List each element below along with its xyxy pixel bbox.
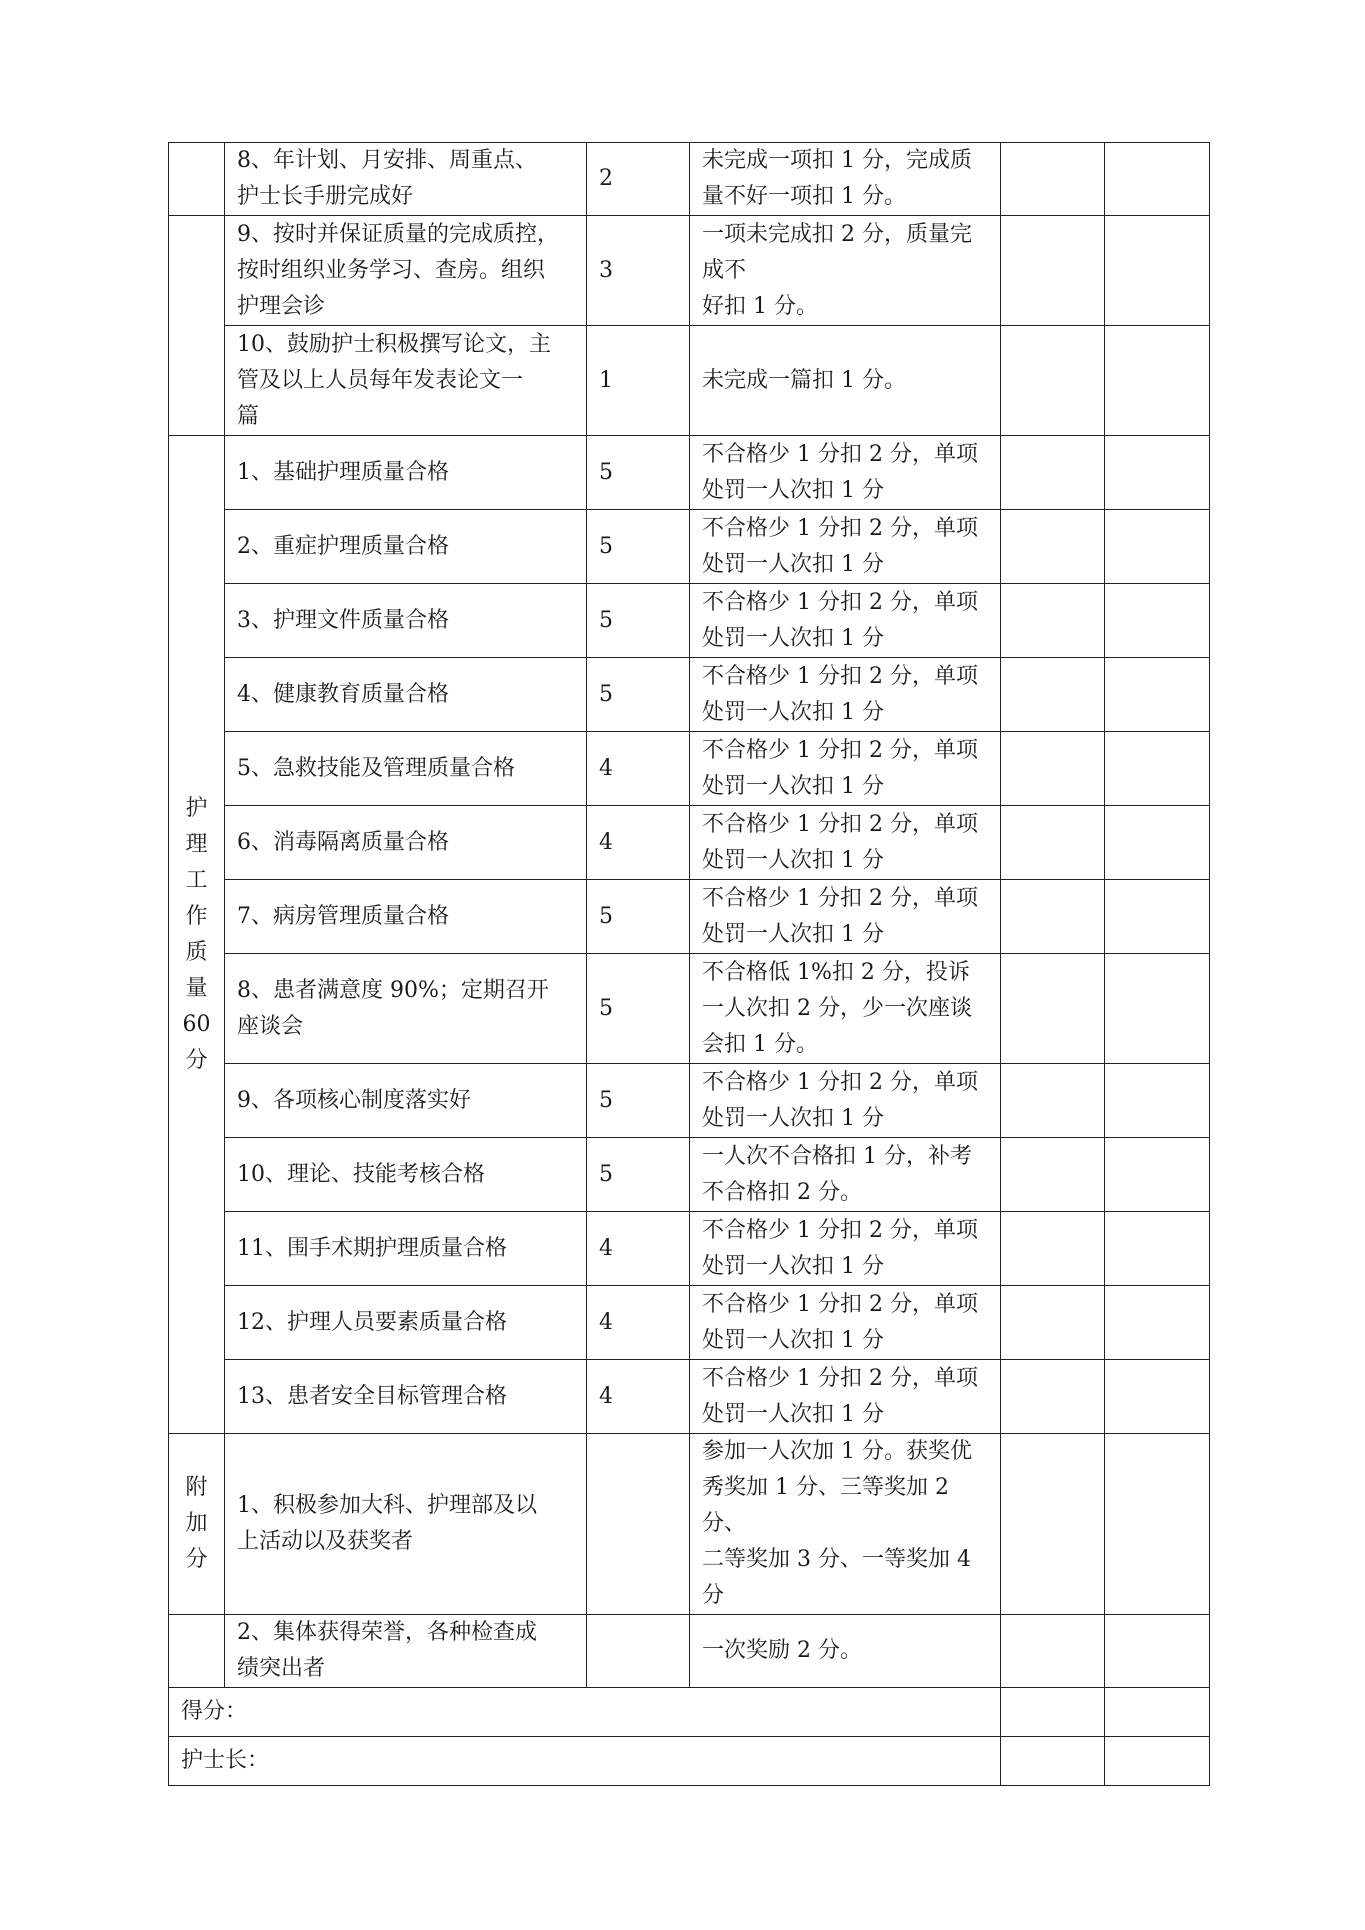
item-cell: 4、健康教育质量合格 xyxy=(225,658,587,732)
table-row xyxy=(169,1360,1210,1434)
rule-cell: 未完成一篇扣 1 分。 xyxy=(690,326,1001,436)
table-row xyxy=(169,1737,1210,1786)
rule-cell: 不合格少 1 分扣 2 分，单项 处罚一人次扣 1 分 xyxy=(690,436,1001,510)
category-bonus xyxy=(169,1434,225,1615)
assessment-table xyxy=(168,142,1210,1786)
rule-cell: 不合格少 1 分扣 2 分，单项 处罚一人次扣 1 分 xyxy=(690,510,1001,584)
item-cell: 1、积极参加大科、护理部及以 上活动以及获奖者 xyxy=(225,1434,587,1615)
score-cell: 1 xyxy=(587,326,690,436)
self-score-cell xyxy=(1001,658,1105,732)
self-score-cell xyxy=(1001,1360,1105,1434)
check-score-cell xyxy=(1105,806,1210,880)
check-score-cell xyxy=(1105,1434,1210,1615)
check-score-cell xyxy=(1105,954,1210,1064)
rule-cell: 不合格少 1 分扣 2 分，单项 处罚一人次扣 1 分 xyxy=(690,1064,1001,1138)
score-cell: 5 xyxy=(587,436,690,510)
category-char: 分 xyxy=(185,1547,208,1572)
rule-cell: 一人次不合格扣 1 分，补考 不合格扣 2 分。 xyxy=(690,1138,1001,1212)
rule-cell: 不合格少 1 分扣 2 分，单项 处罚一人次扣 1 分 xyxy=(690,1212,1001,1286)
table-row xyxy=(169,216,1210,326)
score-cell: 4 xyxy=(587,1212,690,1286)
category-char: 护 xyxy=(185,795,208,821)
rule-cell: 不合格少 1 分扣 2 分，单项 处罚一人次扣 1 分 xyxy=(690,880,1001,954)
self-score-cell xyxy=(1001,143,1105,216)
score-cell: 5 xyxy=(587,510,690,584)
check-score-cell xyxy=(1105,1286,1210,1360)
item-cell: 13、患者安全目标管理合格 xyxy=(225,1360,587,1434)
self-score-cell xyxy=(1001,326,1105,436)
self-score-cell xyxy=(1001,1286,1105,1360)
rule-cell: 未完成一项扣 1 分，完成质 量不好一项扣 1 分。 xyxy=(690,143,1001,216)
rule-cell: 一次奖励 2 分。 xyxy=(690,1615,1001,1688)
score-cell: 4 xyxy=(587,1286,690,1360)
category-char: 理 xyxy=(185,831,208,857)
item-cell: 7、病房管理质量合格 xyxy=(225,880,587,954)
self-score-cell xyxy=(1001,1212,1105,1286)
category-char: 作 xyxy=(185,903,208,929)
check-score-cell xyxy=(1105,216,1210,326)
rule-cell: 参加一人次加 1 分。获奖优 秀奖加 1 分、三等奖加 2 分、 二等奖加 3 分、一等奖加 4 分 xyxy=(690,1434,1001,1615)
category-char: 分 xyxy=(185,1047,208,1073)
category-char: 质 xyxy=(185,939,208,965)
score-cell xyxy=(587,1615,690,1688)
item-cell: 10、理论、技能考核合格 xyxy=(225,1138,587,1212)
check-score-cell xyxy=(1105,1615,1210,1688)
item-cell: 11、围手术期护理质量合格 xyxy=(225,1212,587,1286)
table-row xyxy=(169,584,1210,658)
check-score-cell xyxy=(1105,658,1210,732)
check-score-cell xyxy=(1105,143,1210,216)
item-cell: 9、按时并保证质量的完成质控， 按时组织业务学习、查房。组织 护理会诊 xyxy=(225,216,587,326)
table-row xyxy=(169,436,1210,510)
score-cell: 2 xyxy=(587,143,690,216)
score-cell: 4 xyxy=(587,806,690,880)
table-row xyxy=(169,510,1210,584)
rule-cell: 不合格少 1 分扣 2 分，单项 处罚一人次扣 1 分 xyxy=(690,806,1001,880)
score-cell xyxy=(587,1434,690,1615)
table-row xyxy=(169,1286,1210,1360)
table-row xyxy=(169,954,1210,1064)
item-cell: 6、消毒隔离质量合格 xyxy=(225,806,587,880)
self-score-cell xyxy=(1001,1064,1105,1138)
item-cell: 10、鼓励护士积极撰写论文，主 管及以上人员每年发表论文一 篇 xyxy=(225,326,587,436)
total-self-score-cell xyxy=(1001,1688,1105,1737)
self-score-cell xyxy=(1001,1138,1105,1212)
score-cell: 4 xyxy=(587,1360,690,1434)
head-nurse-sign-cell xyxy=(1001,1737,1105,1786)
table-row xyxy=(169,1212,1210,1286)
self-score-cell xyxy=(1001,1615,1105,1688)
category-char: 工 xyxy=(185,867,208,893)
rule-cell: 不合格少 1 分扣 2 分，单项 处罚一人次扣 1 分 xyxy=(690,1286,1001,1360)
self-score-cell xyxy=(1001,880,1105,954)
score-cell: 5 xyxy=(587,658,690,732)
item-cell: 5、急救技能及管理质量合格 xyxy=(225,732,587,806)
self-score-cell xyxy=(1001,806,1105,880)
rule-cell: 不合格少 1 分扣 2 分，单项 处罚一人次扣 1 分 xyxy=(690,1360,1001,1434)
category-cell xyxy=(169,143,225,216)
item-cell: 2、重症护理质量合格 xyxy=(225,510,587,584)
item-cell: 12、护理人员要素质量合格 xyxy=(225,1286,587,1360)
table-row xyxy=(169,880,1210,954)
category-cell xyxy=(169,1615,225,1688)
item-cell: 1、基础护理质量合格 xyxy=(225,436,587,510)
check-score-cell xyxy=(1105,732,1210,806)
self-score-cell xyxy=(1001,510,1105,584)
check-score-cell xyxy=(1105,584,1210,658)
category-char: 加 xyxy=(185,1511,208,1536)
head-nurse-label: 护士长： xyxy=(169,1737,1001,1786)
check-score-cell xyxy=(1105,436,1210,510)
table-row xyxy=(169,1688,1210,1737)
rule-cell: 一项未完成扣 2 分，质量完 成不 好扣 1 分。 xyxy=(690,216,1001,326)
rule-cell: 不合格低 1%扣 2 分，投诉 一人次扣 2 分，少一次座谈 会扣 1 分。 xyxy=(690,954,1001,1064)
head-nurse-sign-cell-2 xyxy=(1105,1737,1210,1786)
rule-cell: 不合格少 1 分扣 2 分，单项 处罚一人次扣 1 分 xyxy=(690,732,1001,806)
category-char: 附 xyxy=(185,1475,208,1500)
check-score-cell xyxy=(1105,326,1210,436)
score-cell: 5 xyxy=(587,880,690,954)
table-row xyxy=(169,326,1210,436)
category-char: 60 xyxy=(182,1011,211,1037)
category-cell xyxy=(169,216,225,436)
check-score-cell xyxy=(1105,1360,1210,1434)
score-cell: 4 xyxy=(587,732,690,806)
table-row xyxy=(169,732,1210,806)
table-row xyxy=(169,143,1210,216)
rule-cell: 不合格少 1 分扣 2 分，单项 处罚一人次扣 1 分 xyxy=(690,584,1001,658)
score-cell: 3 xyxy=(587,216,690,326)
check-score-cell xyxy=(1105,1064,1210,1138)
score-cell: 5 xyxy=(587,954,690,1064)
check-score-cell xyxy=(1105,880,1210,954)
table-row xyxy=(169,658,1210,732)
table-row xyxy=(169,806,1210,880)
table-row xyxy=(169,1434,1210,1615)
category-char: 量 xyxy=(185,975,208,1001)
table-row xyxy=(169,1615,1210,1688)
self-score-cell xyxy=(1001,584,1105,658)
score-cell: 5 xyxy=(587,1064,690,1138)
check-score-cell xyxy=(1105,510,1210,584)
item-cell: 8、年计划、月安排、周重点、 护士长手册完成好 xyxy=(225,143,587,216)
total-score-label: 得分： xyxy=(169,1688,1001,1737)
self-score-cell xyxy=(1001,216,1105,326)
score-cell: 5 xyxy=(587,1138,690,1212)
rule-cell: 不合格少 1 分扣 2 分，单项 处罚一人次扣 1 分 xyxy=(690,658,1001,732)
item-cell: 2、集体获得荣誉，各种检查成 绩突出者 xyxy=(225,1615,587,1688)
self-score-cell xyxy=(1001,732,1105,806)
check-score-cell xyxy=(1105,1212,1210,1286)
self-score-cell xyxy=(1001,1434,1105,1615)
item-cell: 8、患者满意度 90%；定期召开 座谈会 xyxy=(225,954,587,1064)
self-score-cell xyxy=(1001,954,1105,1064)
total-check-score-cell xyxy=(1105,1688,1210,1737)
table-row xyxy=(169,1064,1210,1138)
check-score-cell xyxy=(1105,1138,1210,1212)
self-score-cell xyxy=(1001,436,1105,510)
score-cell: 5 xyxy=(587,584,690,658)
category-nursing-quality xyxy=(169,436,225,1434)
item-cell: 3、护理文件质量合格 xyxy=(225,584,587,658)
item-cell: 9、各项核心制度落实好 xyxy=(225,1064,587,1138)
table-row xyxy=(169,1138,1210,1212)
